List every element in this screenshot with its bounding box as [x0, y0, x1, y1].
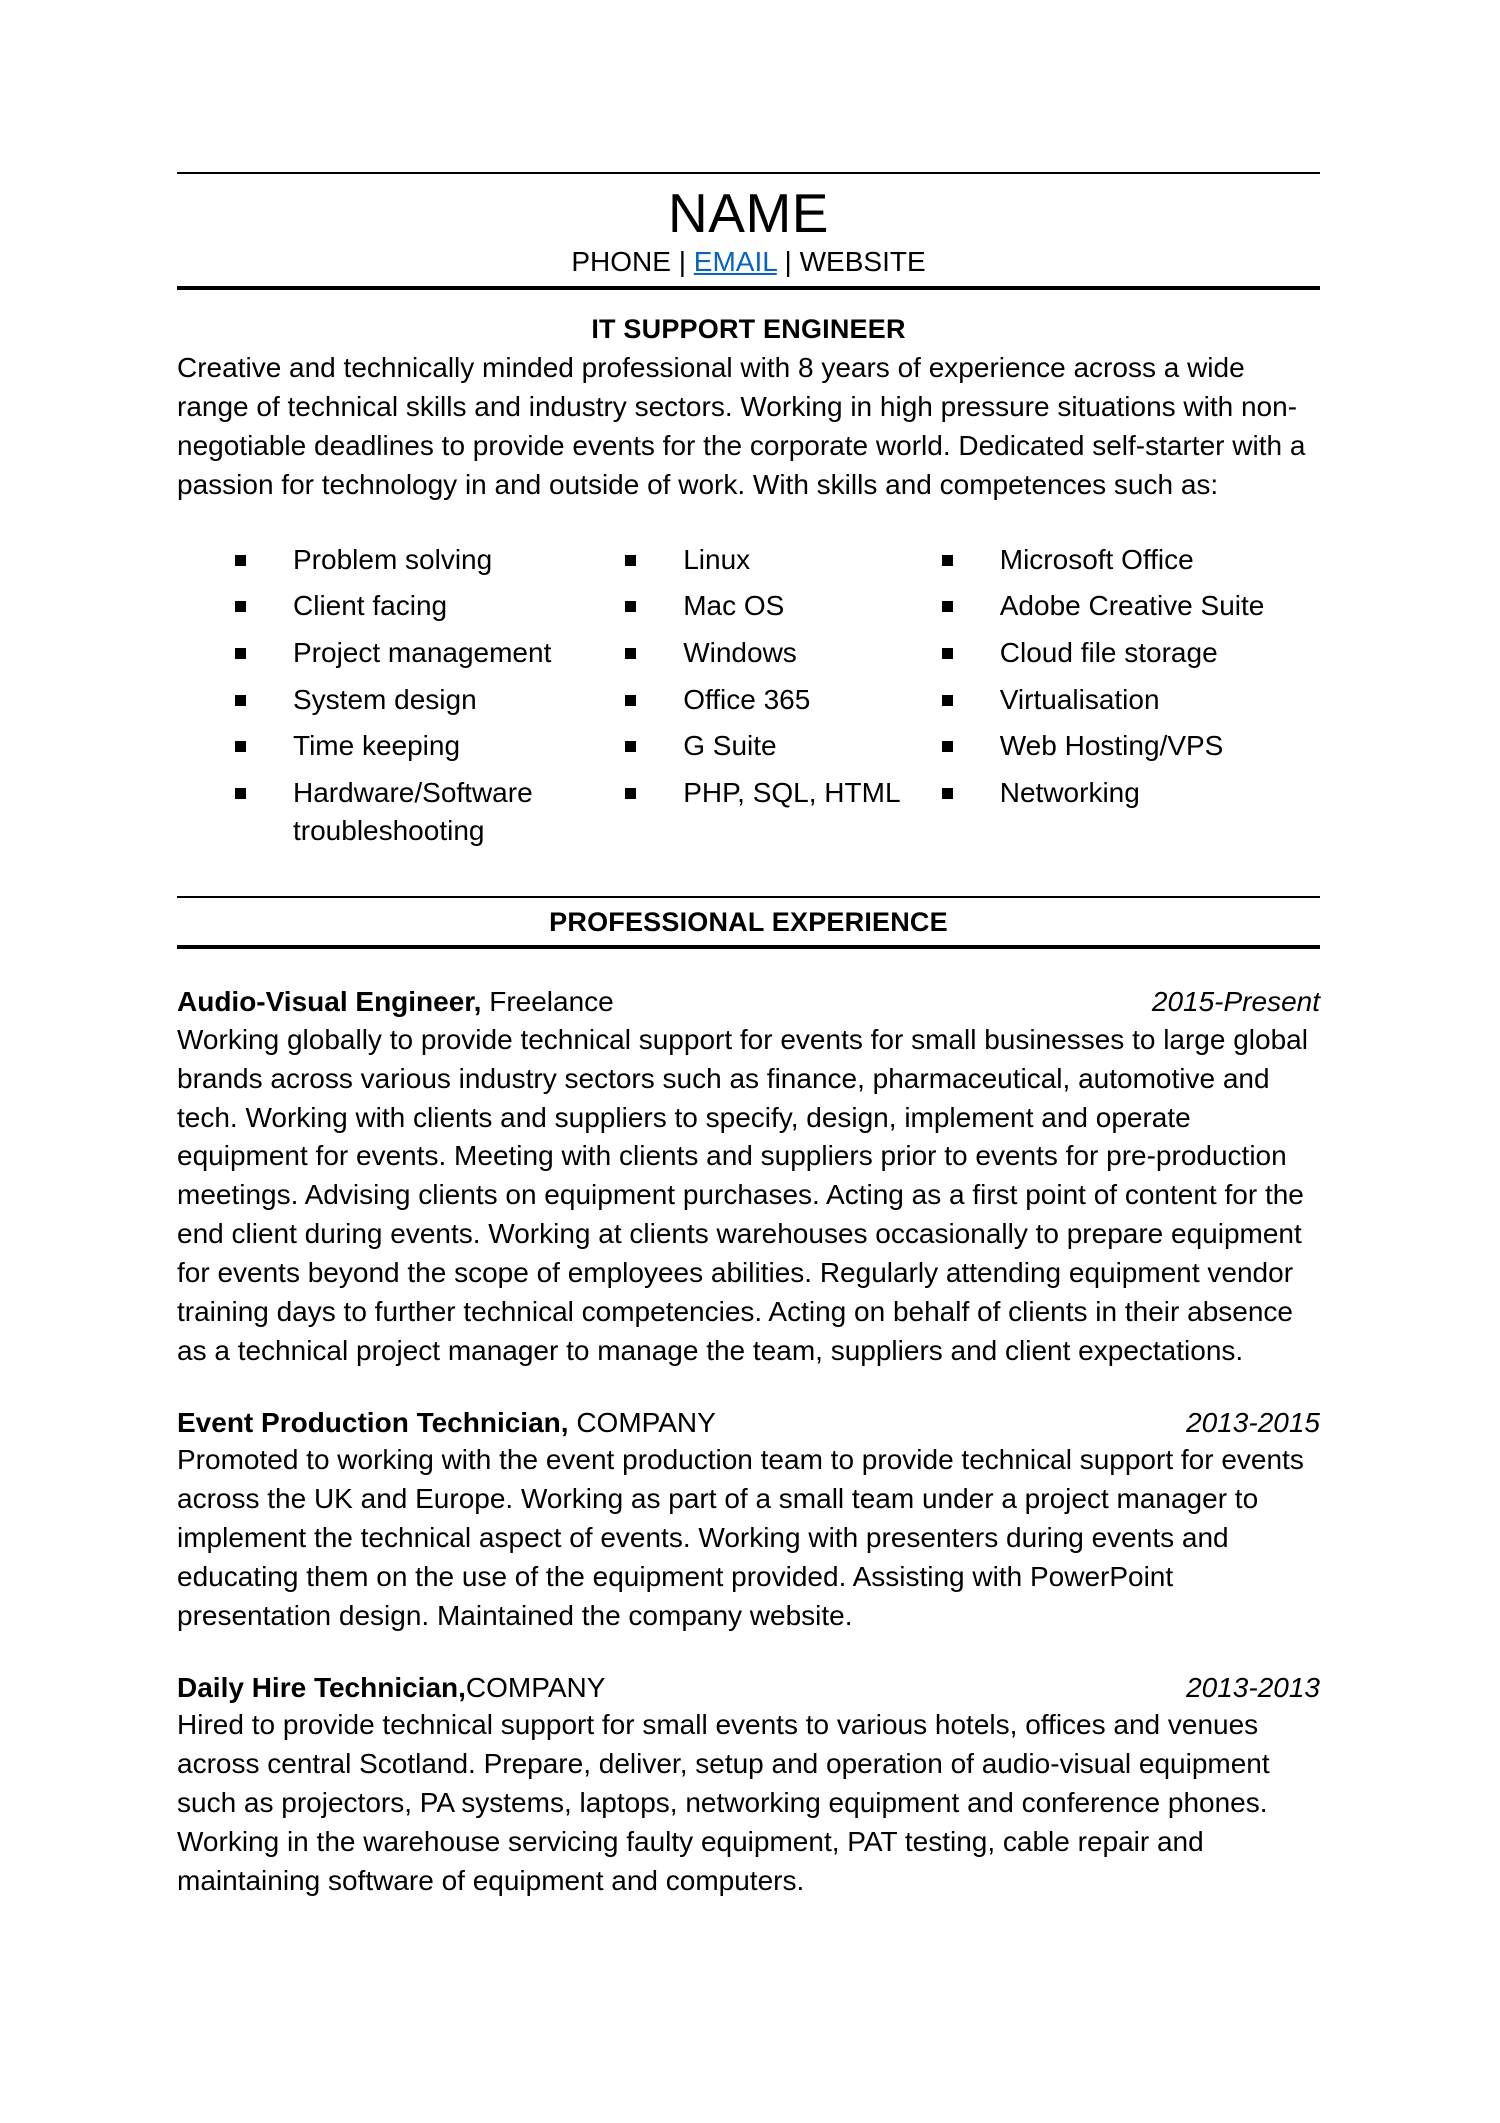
- experience-role: Event Production Technician,: [177, 1406, 569, 1438]
- experience-entry: [177, 1669, 1320, 1901]
- skill-item: [235, 587, 625, 625]
- header-bottom-rule: [177, 286, 1320, 290]
- skills-column-2: [625, 541, 942, 859]
- experience-company: Freelance: [481, 986, 614, 1018]
- square-bullet-icon: [942, 788, 953, 799]
- skill-item: [625, 541, 942, 579]
- skill-item: [625, 587, 942, 625]
- skill-item: [235, 541, 625, 579]
- square-bullet-icon: [942, 555, 953, 566]
- square-bullet-icon: [235, 788, 246, 799]
- square-bullet-icon: [235, 741, 246, 752]
- experience-company: COMPANY: [465, 1671, 606, 1703]
- skill-label: Linux: [683, 543, 751, 575]
- experience-entry-header: [177, 1669, 1320, 1707]
- square-bullet-icon: [625, 555, 636, 566]
- skill-label: Problem solving: [293, 543, 493, 575]
- experience-entry-title: [177, 1669, 605, 1707]
- skill-item: [942, 774, 1320, 812]
- skill-label: Virtualisation: [999, 683, 1160, 715]
- experience-entry-title: [177, 983, 614, 1021]
- experience-description: Promoted to working with the event production team to provide technical support for events across the UK and Europe. Working as part of a small team under a project manager to implement the technical aspect of events. Working with presenters during events and educating them on the use of the equipment provided. Assisting with PowerPoint presentation design. Maintained the company website.: [177, 1444, 1304, 1632]
- page-title: NAME: [668, 182, 829, 244]
- square-bullet-icon: [942, 741, 953, 752]
- experience-entry-title: [177, 1404, 716, 1442]
- experience-dates: 2015-Present: [1151, 986, 1320, 1018]
- skill-item: [942, 727, 1320, 765]
- profile-summary: Creative and technically minded professional with 8 years of experience across a wide range of technical skills and industry sectors. Working in high pressure situations with non-negotiable deadlines to provide events for the corporate world. Dedicated self-starter with a passion for technology in and outside of work. With skills and competences such as:: [177, 351, 1306, 500]
- skill-item: [625, 774, 942, 812]
- contact-email-link[interactable]: EMAIL: [693, 246, 777, 278]
- skill-label: Windows: [683, 636, 797, 668]
- skill-item: [625, 727, 942, 765]
- skill-label: Microsoft Office: [999, 543, 1194, 575]
- experience-entry: [177, 1404, 1320, 1636]
- skill-label: Web Hosting/VPS: [999, 730, 1224, 762]
- experience-role: Audio-Visual Engineer,: [177, 986, 482, 1018]
- skill-label: Time keeping: [293, 730, 461, 762]
- section-title: PROFESSIONAL EXPERIENCE: [549, 907, 948, 938]
- square-bullet-icon: [942, 601, 953, 612]
- skill-item: [625, 634, 942, 672]
- skill-item: [235, 634, 625, 672]
- experience-entry: [177, 983, 1320, 1371]
- contact-website: WEBSITE: [799, 246, 926, 278]
- contact-separator-1: |: [670, 246, 694, 278]
- skill-item: [235, 681, 625, 719]
- skill-item: [625, 681, 942, 719]
- skill-label: Client facing: [293, 590, 448, 622]
- experience-dates: 2013-2013: [1186, 1671, 1320, 1703]
- contact-line: [177, 245, 1320, 279]
- skill-item: [942, 634, 1320, 672]
- contact-separator-2: |: [776, 246, 800, 278]
- skills-list: [177, 541, 1320, 859]
- skill-item: [235, 727, 625, 765]
- skill-item: [235, 774, 625, 849]
- header-top-rule: [177, 172, 1320, 174]
- skill-item: [942, 541, 1320, 579]
- experience-company: COMPANY: [568, 1406, 716, 1438]
- square-bullet-icon: [625, 648, 636, 659]
- skills-column-3: [942, 541, 1320, 859]
- skills-column-1: [235, 541, 625, 859]
- square-bullet-icon: [625, 601, 636, 612]
- skill-item: [942, 587, 1320, 625]
- experience-entry-header: [177, 1404, 1320, 1442]
- contact-phone: PHONE: [571, 246, 671, 278]
- square-bullet-icon: [942, 695, 953, 706]
- square-bullet-icon: [235, 601, 246, 612]
- square-bullet-icon: [942, 648, 953, 659]
- skill-item: [942, 681, 1320, 719]
- profile-title: IT SUPPORT ENGINEER: [591, 313, 906, 344]
- square-bullet-icon: [235, 648, 246, 659]
- section-bottom-rule: [177, 945, 1320, 949]
- square-bullet-icon: [625, 741, 636, 752]
- experience-entry-header: [177, 983, 1320, 1021]
- experience-list: [177, 983, 1320, 1901]
- experience-dates: 2013-2015: [1186, 1406, 1320, 1438]
- square-bullet-icon: [625, 695, 636, 706]
- skill-label: G Suite: [683, 730, 777, 762]
- skill-label: Office 365: [683, 683, 811, 715]
- skill-label: Project management: [293, 636, 552, 668]
- skill-label: Mac OS: [683, 590, 785, 622]
- experience-description: Working globally to provide technical support for events for small businesses to large global brands across various industry sectors such as finance, pharmaceutical, automotive and tech. Working with clients and suppliers to specify, design, implement and operate equipment for events. Meeting with clients and suppliers prior to events for pre-production meetings. Advising clients on equipment purchases. Acting as a first point of content for the end client during events. Working at clients warehouses occasionally to prepare equipment for events beyond the scope of employees abilities. Regularly attending equipment vendor training days to further technical competencies. Acting on behalf of clients in their absence as a technical project manager to manage the team, suppliers and client expectations.: [177, 1023, 1308, 1366]
- skill-label: Cloud file storage: [999, 636, 1218, 668]
- experience-description: Hired to provide technical support for small events to various hotels, offices and venues across central Scotland. Prepare, deliver, setup and operation of audio-visual equipment such as projectors, PA systems, laptops, networking equipment and conference phones. Working in the warehouse servicing faulty equipment, PAT testing, cable repair and maintaining software of equipment and computers.: [177, 1709, 1270, 1897]
- square-bullet-icon: [625, 788, 636, 799]
- skill-label: System design: [293, 683, 477, 715]
- experience-section-header: [177, 896, 1320, 949]
- skill-label: Hardware/Software troubleshooting: [293, 776, 533, 846]
- square-bullet-icon: [235, 695, 246, 706]
- square-bullet-icon: [235, 555, 246, 566]
- skill-label: PHP, SQL, HTML: [683, 776, 901, 808]
- skill-label: Adobe Creative Suite: [999, 590, 1265, 622]
- experience-role: Daily Hire Technician,: [177, 1671, 466, 1703]
- skill-label: Networking: [999, 776, 1140, 808]
